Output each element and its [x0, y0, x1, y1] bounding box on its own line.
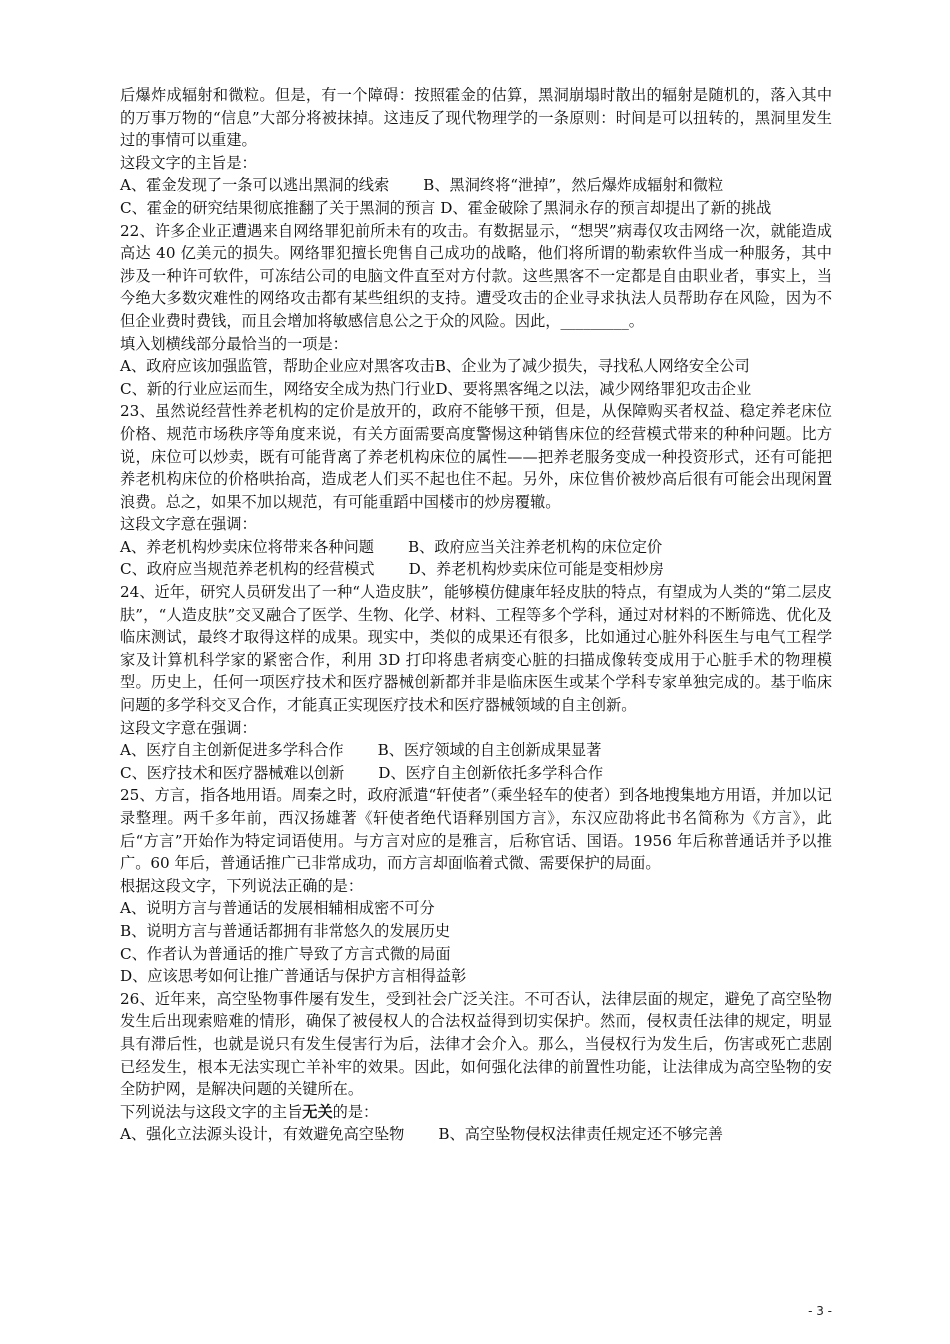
option-c: C、霍金的研究结果彻底推翻了关于黑洞的预言 — [120, 198, 436, 217]
question-22-options-cd — [120, 378, 832, 401]
question-22-prompt: 填入划横线部分最恰当的一项是： — [120, 334, 348, 353]
option-b: B、政府应当关注养老机构的床位定价 — [407, 537, 663, 556]
option-c: C、新的行业应运而生，网络安全成为热门行业 — [120, 379, 436, 398]
option-d: D、应该思考如何让推广普通话与保护方言相得益彰 — [120, 967, 467, 986]
prompt-part: 下列说法与这段文字的主旨 — [120, 1102, 303, 1121]
option-b: B、企业为了减少损失，寻找私人网络安全公司 — [434, 357, 750, 376]
option-b: B、黑洞终将“泄掉”，然后爆炸成辐射和微粒 — [423, 176, 724, 195]
option-a: A、医疗自主创新促进多学科合作 — [120, 741, 344, 760]
option-d: D、要将黑客绳之以法，减少网络罪犯攻击企业 — [435, 379, 752, 398]
option-b: B、医疗领域的自主创新成果显著 — [377, 741, 602, 760]
question-prompt: 这段文字的主旨是： — [120, 153, 257, 172]
question-26-prompt — [120, 1101, 832, 1124]
option-d: D、霍金破除了黑洞永存的预言却提出了新的挑战 — [440, 198, 772, 217]
option-a: A、养老机构炒卖床位将带来各种问题 — [120, 537, 374, 556]
document-body — [120, 84, 832, 1146]
question-23-text: 23、虽然说经营性养老机构的定价是放开的，政府不能够干预，但是，从保障购买者权益、稳定养老床位价格、规范市场秩序等角度来说，有关方面需要高度警惕这种销售床位的经营模式带来的种种问题。比方说，床位可以炒卖，既有可能背离了养老机构床位的属性——把养老服务变成一种投资形式，还有可能把养老机构床位的价格哄抬高，造成老人们买不起也住不起。另外，床位售价被炒高后很有可能会出现闲置浪费。总之，如果不加以规范，有可能重蹈中国楼市的炒房覆辙。 — [120, 402, 832, 511]
passage-intro: 后爆炸成辐射和微粒。但是，有一个障碍：按照霍金的估算，黑洞崩塌时散出的辐射是随机的，落入其中的万事万物的“信息”大部分将被抹掉。这违反了现代物理学的一条原则：时间是可以扭转的，黑洞里发生过的事情可以重建。 — [120, 86, 832, 150]
option-a: A、政府应该加强监管，帮助企业应对黑客攻击 — [120, 357, 435, 376]
option-d: D、养老机构炒卖床位可能是变相炒房 — [408, 560, 664, 579]
option-a: A、霍金发现了一条可以逃出黑洞的线索 — [120, 176, 390, 195]
option-row — [120, 1123, 832, 1146]
option-c-d — [120, 197, 832, 220]
option-row — [120, 174, 832, 197]
option-row — [120, 536, 832, 559]
option-a: A、强化立法源头设计，有效避免高空坠物 — [120, 1125, 405, 1144]
question-22-text: 22、许多企业正遭遇来自网络罪犯前所未有的攻击。有数据显示，“想哭”病毒仅攻击网络一次，就能造成高达 40 亿美元的损失。网络罪犯擅长兜售自己成功的战略，他们将所谓的勒索软件当成一种服务，其中涉及一种许可软件，可冻结公司的电脑文件直至对方付款。这些黑客不一定都是自由职业者，事实上，当今绝大多数灾难性的网络攻击都有某些组织的支持。遭受攻击的企业寻求执法人员帮助存在风险，因为不但企业费时费钱，而且会增加将敏感信息公之于众的风险。因此，_________。 — [120, 221, 832, 330]
question-24-text: 24、近年，研究人员研发出了一种“人造皮肤”，能够模仿健康年轻皮肤的特点，有望成为人类的“第二层皮肤”，“人造皮肤”交叉融合了医学、生物、化学、材料、工程等多个学科，通过对材料的不断筛选、优化及临床测试，最终才取得这样的成果。现实中，类似的成果还有很多，比如通过心脏外科医生与电气工程学家及计算机科学家的紧密合作，利用 3D 打印将患者病变心脏的扫描成像转变成用于心脏手术的物理模型。历史上，任何一项医疗技术和医疗器械创新都并非是临床医生或某个学科专家单独完成的。基于临床问题的多学科交叉合作，才能真正实现医疗技术和医疗器械领域的自主创新。 — [120, 583, 832, 715]
page-number: - 3 - — [808, 1304, 832, 1318]
option-c: C、作者认为普通话的推广导致了方言式微的局面 — [120, 944, 451, 963]
question-26-text: 26、近年来，高空坠物事件屡有发生，受到社会广泛关注。不可否认，法律层面的规定，避免了高空坠物发生后出现索赔难的情形，确保了被侵权人的合法权益得到切实保护。然而，侵权责任法律的规定，明显具有滞后性，也就是说只有发生侵害行为后，法律才会介入。那么，当侵权行为发生后，伤害或死亡悲剧已经发生，根本无法实现亡羊补牢的效果。因此，如何强化法律的前置性功能，让法律成为高空坠物的安全防护网，是解决问题的关键所在。 — [120, 989, 832, 1099]
question-22-options-ab — [120, 355, 832, 378]
option-row — [120, 739, 832, 762]
option-b: B、高空坠物侵权法律责任规定还不够完善 — [438, 1125, 723, 1144]
option-a: A、说明方言与普通话的发展相辅相成密不可分 — [120, 899, 435, 918]
option-d: D、医疗自主创新依托多学科合作 — [378, 763, 604, 782]
option-row — [120, 762, 832, 785]
question-23-prompt: 这段文字意在强调： — [120, 515, 257, 534]
question-24-prompt: 这段文字意在强调： — [120, 718, 257, 737]
question-25-text: 25、方言，指各地用语。周秦之时，政府派遣“轩使者”（乘坐轻车的使者）到各地搜集地方用语，并加以记录整理。两千多年前，西汉扬雄著《轩使者绝代语释别国方言》，东汉应劭将此书名简称为《方言》，此后“方言”开始作为特定词语使用。与方言对应的是雅言，后称官话、国语。1956 年后称普通话并予以推广。60 年后，普通话推广已非常成功，而方言却面临着式微、需要保护的局面。 — [120, 786, 832, 873]
prompt-part: 的是： — [332, 1102, 379, 1121]
option-b: B、说明方言与普通话都拥有非常悠久的发展历史 — [120, 921, 451, 940]
option-c: C、政府应当规范养老机构的经营模式 — [120, 560, 375, 579]
question-25-prompt: 根据这段文字，下列说法正确的是： — [120, 876, 363, 895]
option-row — [120, 558, 832, 581]
emphasized-word: 无关 — [302, 1102, 333, 1121]
option-c: C、医疗技术和医疗器械难以创新 — [120, 763, 345, 782]
